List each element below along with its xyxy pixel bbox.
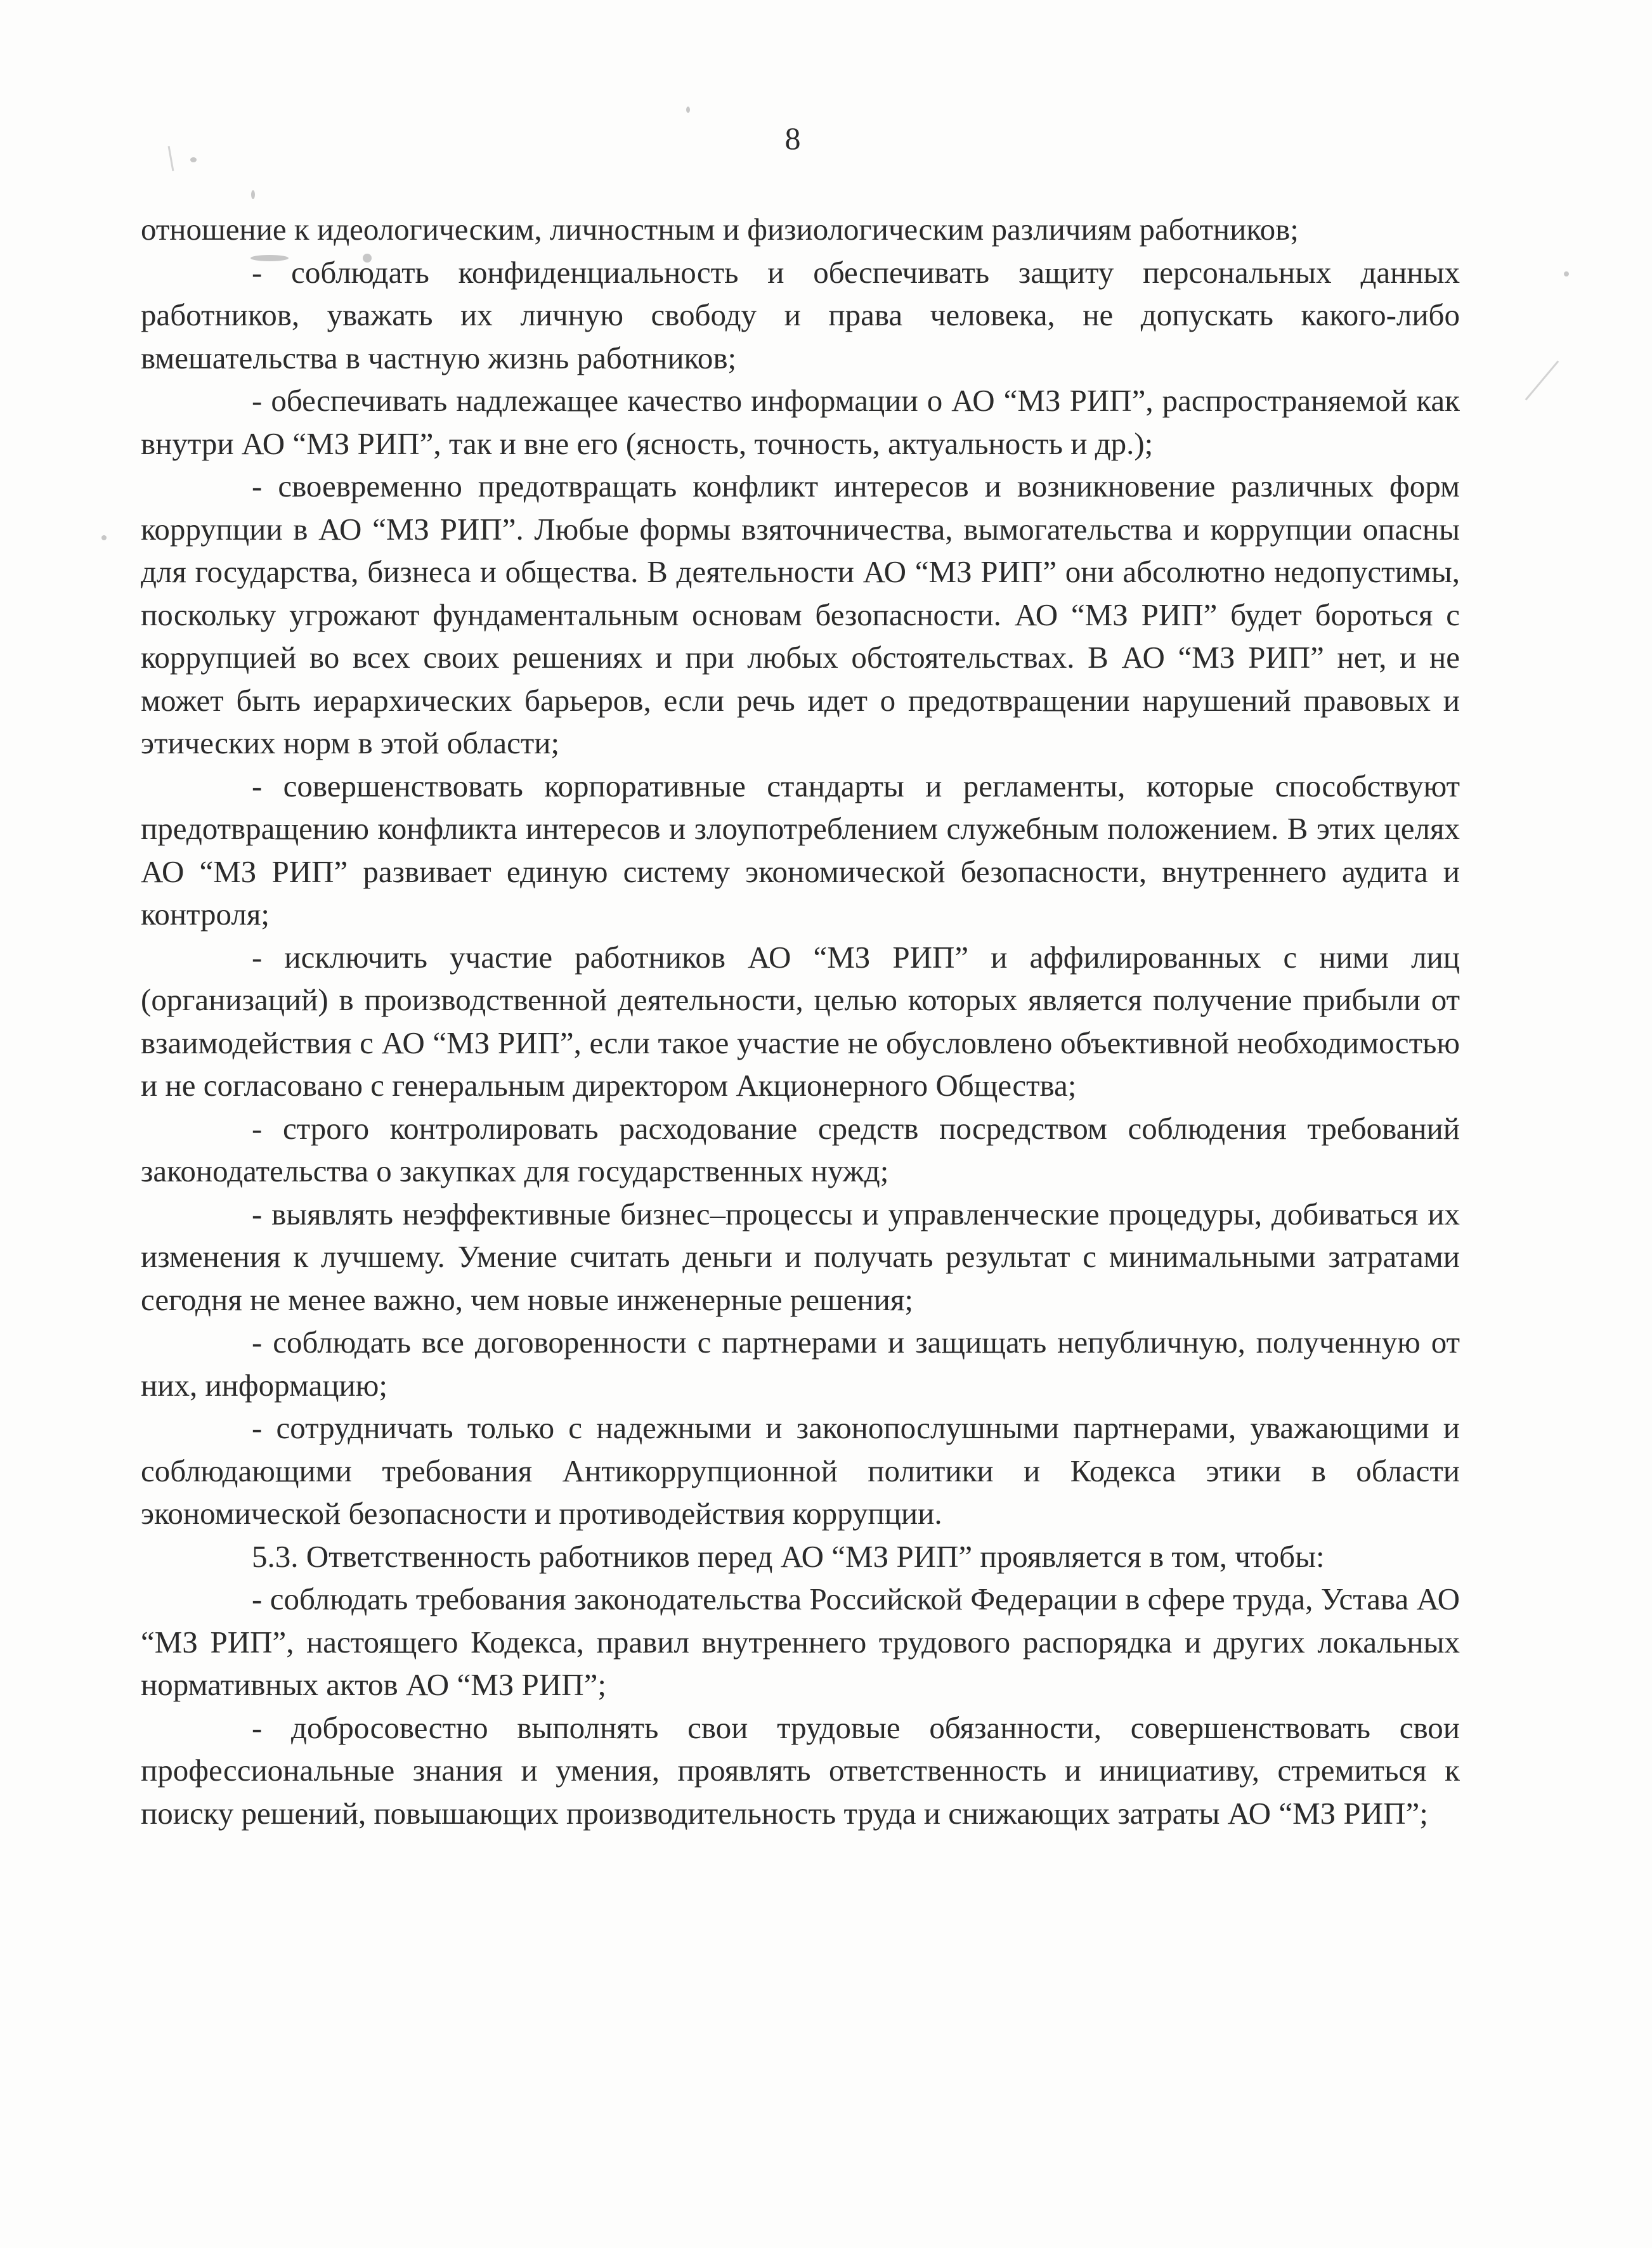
scan-speck — [190, 157, 197, 162]
paragraph: отношение к идеологическим, личностным и физиологическим различиям работников; — [141, 212, 1299, 247]
scan-speck — [251, 190, 255, 199]
paragraph: - сотрудничать только с надежными и законопослушными партнерами, уважающими и соблюдающими требования Антикоррупционной политики и Кодекса этики в области экономической безопасности и противодействия коррупции. — [141, 1410, 1460, 1531]
page-number: 8 — [784, 120, 801, 156]
paragraph: - соблюдать требования законодательства Российской Федерации в сфере труда, Устава АО “МЗ РИП”, настоящего Кодекса, правил внутреннего трудового распорядка и других локальных нормативных актов АО “МЗ РИП”; — [141, 1582, 1460, 1702]
paragraph: - совершенствовать корпоративные стандарты и регламенты, которые способствуют предотвращению конфликта интересов и злоупотреблением служебным положением. В этих целях АО “МЗ РИП” развивает единую систему экономической безопасности, внутреннего аудита и контроля; — [141, 768, 1460, 932]
section-heading-paragraph: 5.3. Ответственность работников перед АО “МЗ РИП” проявляется в том, чтобы: — [252, 1538, 1325, 1574]
paragraph: - выявлять неэффективные бизнес–процессы и управленческие процедуры, добиваться их изменения к лучшему. Умение считать деньги и получать результат с минимальными затратами сегодня не менее важно, чем новые инженерные решения; — [141, 1196, 1460, 1317]
paragraph: - своевременно предотвращать конфликт интересов и возникновение различных форм коррупции в АО “МЗ РИП”. Любые формы взяточничества, вымогательства и коррупции опасны для государства, бизнеса и общества. В деятельности АО “МЗ РИП” они абсолютно недопустимы, поскольку угрожают фундаментальным основам безопасности. АО “МЗ РИП” будет бороться с коррупцией во всех своих решениях и при любых обстоятельствах. В АО “МЗ РИП” нет, и не может быть иерархических барьеров, если речь идет о предотвращении нарушений правовых и этических норм в этой области; — [141, 469, 1460, 760]
document-body — [141, 208, 1460, 1835]
paragraph: - строго контролировать расходование средств посредством соблюдения требований законодательства о закупках для государственных нужд; — [141, 1110, 1460, 1188]
paragraph: - обеспечивать надлежащее качество информации о АО “МЗ РИП”, распространяемой как внутри АО “МЗ РИП”, так и вне его (ясность, точность, актуальность и др.); — [141, 383, 1460, 461]
scan-speck — [101, 535, 107, 540]
scan-speck — [1564, 271, 1569, 276]
paragraph: - соблюдать все договоренности с партнерами и защищать непубличную, полученную от них, информацию; — [141, 1325, 1460, 1403]
scan-stroke — [1525, 360, 1559, 400]
paragraph: - исключить участие работников АО “МЗ РИП” и аффилированных с ними лиц (организаций) в производственной деятельности, целью которых является получение прибыли от взаимодействия с АО “МЗ РИП”, если такое участие не обусловлено объективной необходимостью и не согласовано с генеральным директором Акционерного Общества; — [141, 939, 1460, 1103]
paragraph: - соблюдать конфиденциальность и обеспечивать защиту персональных данных работников, уважать их личную свободу и права человека, не допускать какого-либо вмешательства в частную жизнь работников; — [141, 254, 1460, 375]
scan-speck — [686, 107, 690, 113]
paragraph: - добросовестно выполнять свои трудовые обязанности, совершенствовать свои профессиональные знания и умения, проявлять ответственность и инициативу, стремиться к поиску решений, повышающих производительность труда и снижающих затраты АО “МЗ РИП”; — [141, 1710, 1460, 1831]
